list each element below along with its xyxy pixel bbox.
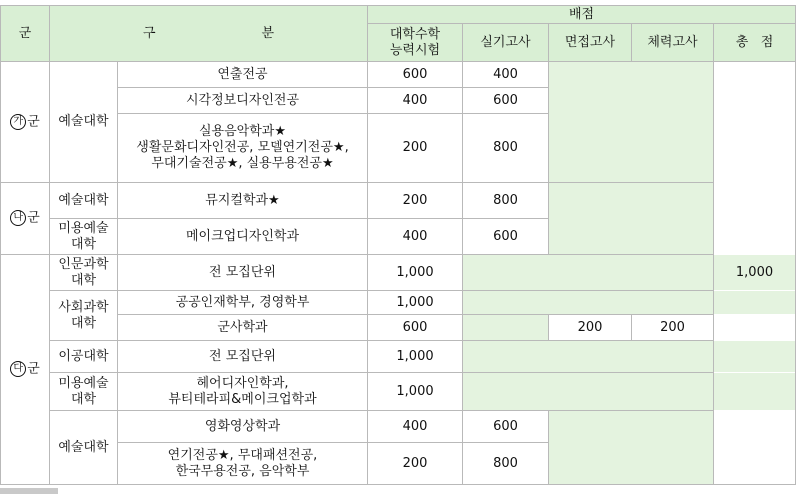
total-value: 1,000 — [714, 62, 796, 485]
empty-cell-row-10 — [463, 373, 796, 411]
college-humanities: 인문과학 대학 — [50, 255, 118, 291]
group-ga-suffix: 군 — [27, 114, 40, 130]
header-silgi: 실기고사 — [463, 24, 549, 62]
college-beauty-2: 미용예술 대학 — [50, 373, 118, 411]
empty-cell-row-9 — [463, 341, 796, 373]
dept-row-11: 영화영상학과 — [118, 411, 368, 443]
college-art-1: 예술대학 — [50, 62, 118, 183]
silgi-row-2: 600 — [463, 88, 549, 114]
silgi-row-3: 800 — [463, 114, 549, 183]
suneung-row-11: 400 — [368, 411, 463, 443]
silgi-row-11: 600 — [463, 411, 549, 443]
dept-row-9: 전 모집단위 — [118, 341, 368, 373]
suneung-row-8: 600 — [368, 315, 463, 341]
silgi-row-1: 400 — [463, 62, 549, 88]
suneung-row-9: 1,000 — [368, 341, 463, 373]
header-gun: 군 — [1, 6, 50, 62]
header-gubun-2: 분 — [261, 25, 275, 41]
myeonjeop-row-8: 200 — [549, 315, 632, 341]
suneung-row-6: 1,000 — [368, 255, 463, 291]
silgi-row-4: 800 — [463, 183, 549, 219]
header-gubun-1: 구 — [142, 25, 156, 41]
header-baejeom: 배점 — [368, 6, 796, 24]
college-beauty-1: 미용예술 대학 — [50, 219, 118, 255]
silgi-row-5: 600 — [463, 219, 549, 255]
group-da-suffix: 군 — [27, 361, 40, 377]
suneung-row-10: 1,000 — [368, 373, 463, 411]
suneung-row-3: 200 — [368, 114, 463, 183]
group-na — [1, 183, 50, 255]
empty-cell-row-7 — [463, 291, 796, 315]
suneung-row-5: 400 — [368, 219, 463, 255]
suneung-row-7: 1,000 — [368, 291, 463, 315]
suneung-row-2: 400 — [368, 88, 463, 114]
scroll-fragment — [0, 488, 58, 494]
group-da — [1, 255, 50, 485]
dept-row-2: 시각정보디자인전공 — [118, 88, 368, 114]
dept-row-5: 메이크업디자인학과 — [118, 219, 368, 255]
header-gubun — [50, 6, 368, 62]
header-total: 총 점 — [714, 24, 796, 62]
silgi-row-12: 800 — [463, 443, 549, 485]
suneung-row-12: 200 — [368, 443, 463, 485]
college-engineering: 이공대학 — [50, 341, 118, 373]
header-myeonjeop: 면접고사 — [549, 24, 632, 62]
college-social: 사회과학 대학 — [50, 291, 118, 341]
dept-row-3: 실용음악학과★ 생활문화디자인전공, 모델연기전공★, 무대기술전공★, 실용무용전공★ — [118, 114, 368, 183]
dept-row-7: 공공인재학부, 경영학부 — [118, 291, 368, 315]
group-da-circle: 다 — [10, 361, 26, 377]
dept-row-10: 헤어디자인학과, 뷰티테라피&메이크업학과 — [118, 373, 368, 411]
dept-row-12: 연기전공★, 무대패션전공, 한국무용전공, 음악학부 — [118, 443, 368, 485]
college-art-3: 예술대학 — [50, 411, 118, 485]
dept-row-1: 연출전공 — [118, 62, 368, 88]
suneung-row-1: 600 — [368, 62, 463, 88]
dept-row-6: 전 모집단위 — [118, 255, 368, 291]
empty-cell-ga — [549, 62, 714, 183]
header-cheryeok: 체력고사 — [632, 24, 714, 62]
empty-cell-row-8 — [463, 315, 549, 341]
group-ga-circle: 가 — [10, 114, 26, 130]
dept-row-8: 군사학과 — [118, 315, 368, 341]
empty-cell-art-3 — [549, 411, 714, 485]
dept-row-4: 뮤지컬학과★ — [118, 183, 368, 219]
suneung-row-4: 200 — [368, 183, 463, 219]
header-suneung: 대학수학 능력시험 — [368, 24, 463, 62]
group-na-suffix: 군 — [27, 210, 40, 226]
group-ga — [1, 62, 50, 183]
college-art-2: 예술대학 — [50, 183, 118, 219]
group-na-circle: 나 — [10, 210, 26, 226]
empty-cell-na — [549, 183, 714, 255]
admission-score-table — [0, 5, 796, 485]
cheryeok-row-8: 200 — [632, 315, 714, 341]
